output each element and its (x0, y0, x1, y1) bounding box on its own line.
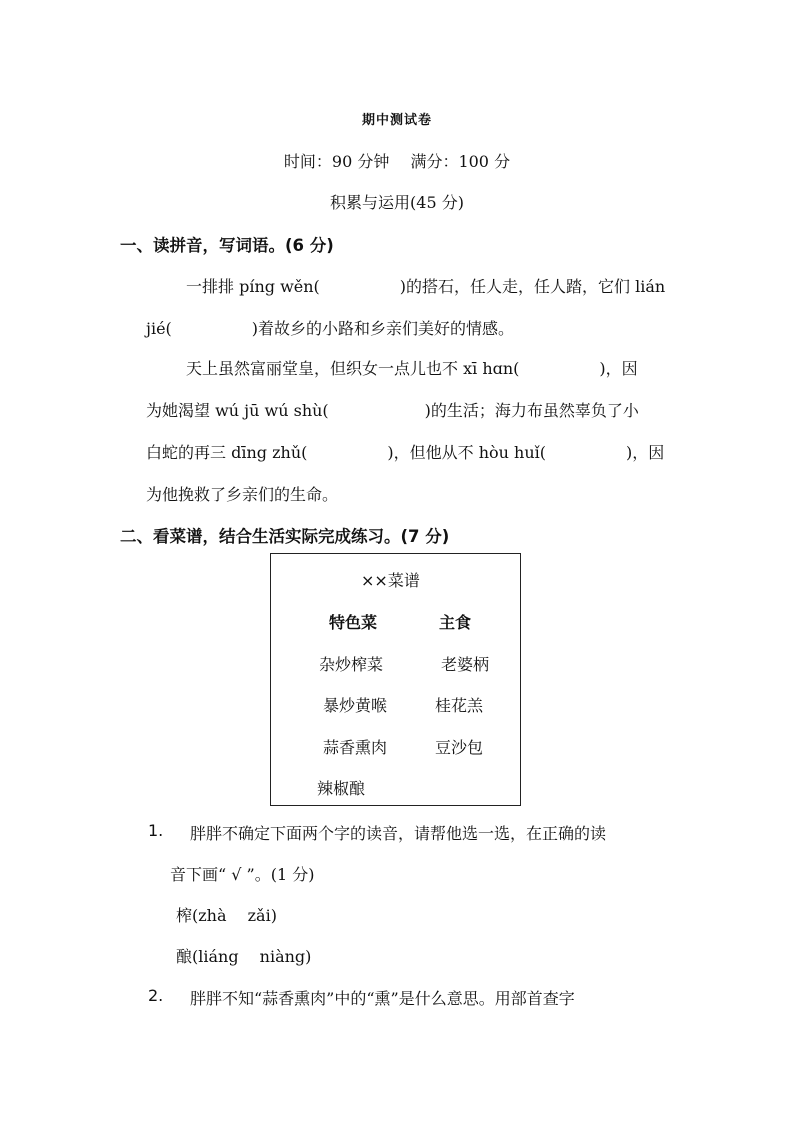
menu-col1-header: 特色菜 (329, 613, 378, 632)
q2-heading: 二、看菜谱，结合生活实际完成练习。(7 分) (120, 527, 450, 546)
page-title: 期中测试卷 (361, 113, 432, 128)
sub1-number: 1. (148, 821, 164, 840)
q1-line: 天上虽然富丽堂皇，但织女一点儿也不 xī hɑn( )，因 (186, 359, 638, 378)
menu-item: 豆沙包 (435, 738, 484, 757)
menu-item: 杂炒榨菜 (319, 655, 384, 674)
menu-item: 辣椒酿 (317, 779, 366, 798)
part-title: 积累与运用(45 分) (330, 193, 464, 212)
sub2-line: 胖胖不知“蒜香熏肉”中的“熏”是什么意思。用部首查字 (190, 989, 575, 1008)
sub1-option: 榨(zhà zǎi) (176, 906, 277, 925)
q1-line: 为她渴望 wú jū wú shù( )的生活；海力布虽然辜负了小 (146, 401, 639, 420)
menu-item: 暴炒黄喉 (323, 696, 388, 715)
sub2-number: 2. (148, 986, 164, 1005)
menu-item: 蒜香熏肉 (323, 738, 388, 757)
q1-heading: 一、读拼音，写词语。(6 分) (120, 236, 334, 255)
q1-line: 白蛇的再三 dīng zhǔ( )，但他从不 hòu huǐ( )，因 (146, 443, 665, 462)
menu-title: ××菜谱 (361, 571, 420, 590)
q1-line: 一排排 píng wěn( )的搭石，任人走，任人踏，它们 lián (186, 277, 666, 296)
sub1-line: 音下画“ √ ”。(1 分) (170, 865, 315, 884)
exam-meta: 时间：90 分钟 满分：100 分 (283, 152, 511, 171)
sub1-option: 酿(liáng niàng) (176, 947, 312, 966)
menu-box (270, 553, 521, 806)
sub1-line: 胖胖不确定下面两个字的读音，请帮他选一选，在正确的读 (190, 824, 607, 843)
menu-col2-header: 主食 (439, 613, 472, 632)
menu-item: 桂花羔 (435, 696, 484, 715)
q1-line: jié( )着故乡的小路和乡亲们美好的情感。 (146, 319, 515, 338)
q1-line: 为他挽救了乡亲们的生命。 (146, 485, 339, 504)
menu-item: 老婆柄 (441, 655, 490, 674)
